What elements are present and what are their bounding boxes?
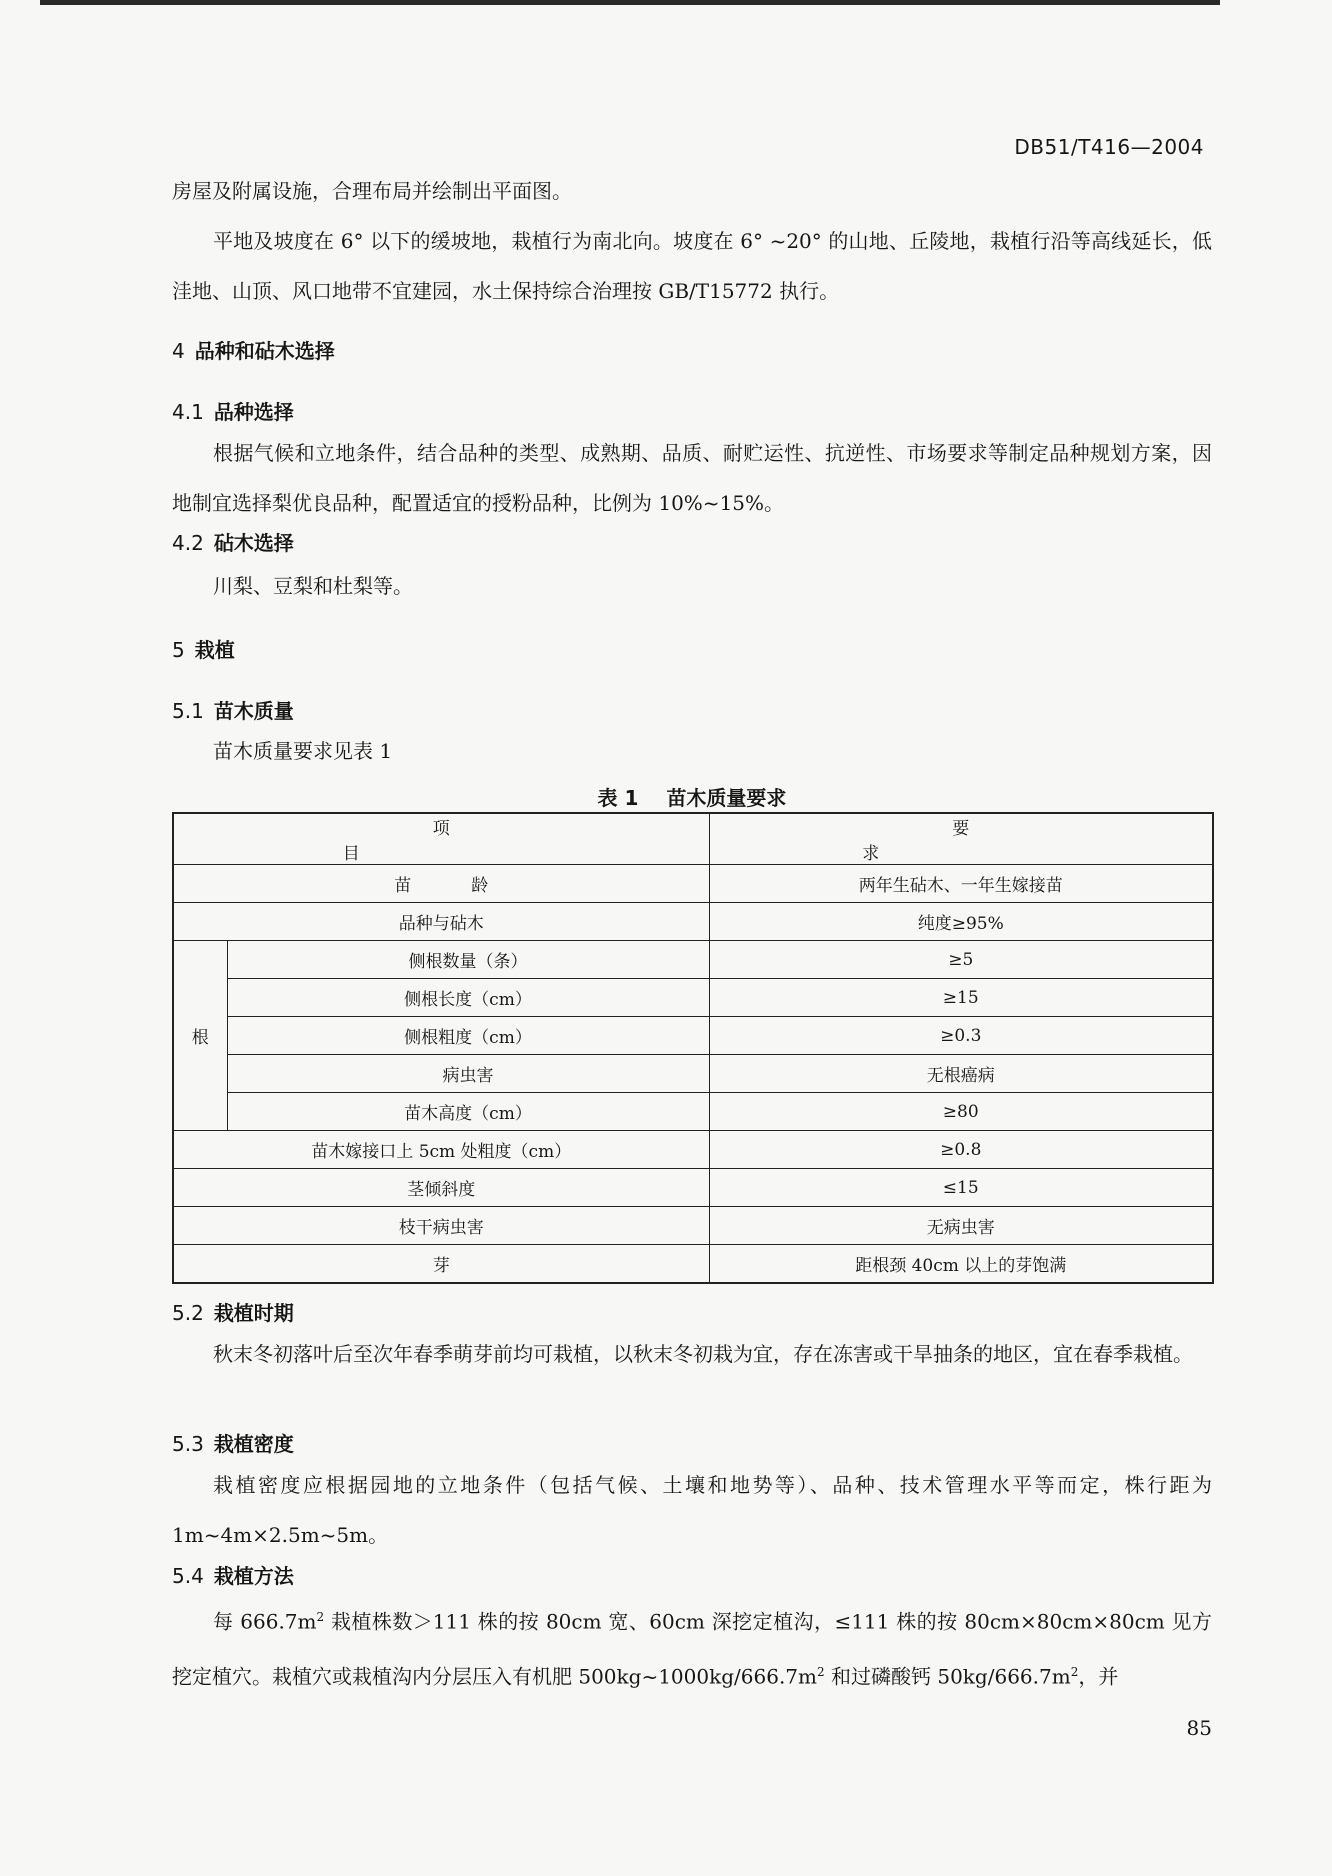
table-cell: 两年生砧木、一年生嫁接苗 bbox=[709, 865, 1213, 903]
section-title: 栽植方法 bbox=[213, 1564, 294, 1588]
table-cell: 病虫害 bbox=[227, 1055, 709, 1093]
section-4-heading bbox=[172, 335, 335, 364]
table-cell: 枝干病虫害 bbox=[173, 1207, 709, 1245]
table-row bbox=[173, 903, 1213, 941]
table-cell: 苗木高度（cm） bbox=[227, 1093, 709, 1131]
header-cell-requirement: 要求 bbox=[709, 813, 1213, 865]
table-row bbox=[173, 1245, 1213, 1284]
table-row bbox=[173, 941, 1213, 979]
table-cell: 无病虫害 bbox=[709, 1207, 1213, 1245]
table-row bbox=[173, 1131, 1213, 1169]
section-5-2-heading bbox=[172, 1297, 294, 1326]
table-cell: ≥80 bbox=[709, 1093, 1213, 1131]
table-caption bbox=[172, 782, 1212, 811]
section-title: 栽植密度 bbox=[213, 1432, 294, 1456]
section-5-heading bbox=[172, 634, 235, 663]
table-cell: 苗木嫁接口上 5cm 处粗度（cm） bbox=[173, 1131, 709, 1169]
table-row bbox=[173, 1093, 1213, 1131]
table-cell: ≤15 bbox=[709, 1169, 1213, 1207]
header-cell-item: 项目 bbox=[173, 813, 709, 865]
section-4-2-heading bbox=[172, 527, 294, 556]
section-4-1-body bbox=[172, 428, 1212, 528]
table-row bbox=[173, 979, 1213, 1017]
table-cell: 苗龄 bbox=[173, 865, 709, 903]
section-number: 4.1 bbox=[172, 400, 204, 424]
section-number: 5.2 bbox=[172, 1301, 204, 1325]
table-cell: ≥5 bbox=[709, 941, 1213, 979]
table-number: 表 1 bbox=[597, 786, 639, 810]
paragraph: 川梨、豆梨和杜梨等。 bbox=[213, 574, 413, 598]
section-number: 5 bbox=[172, 638, 185, 662]
section-title: 砧木选择 bbox=[213, 531, 294, 555]
table-cell: ≥0.3 bbox=[709, 1017, 1213, 1055]
table-cell: 品种与砧木 bbox=[173, 903, 709, 941]
paragraph: 根据气候和立地条件，结合品种的类型、成熟期、品质、耐贮运性、抗逆性、市场要求等制定品种规划方案，因地制宜选择梨优良品种，配置适宜的授粉品种，比例为 10%~15%。 bbox=[172, 441, 1212, 515]
section-number: 5.1 bbox=[172, 699, 204, 723]
section-number: 4 bbox=[172, 339, 185, 363]
section-5-1-heading bbox=[172, 695, 294, 724]
table-cell: ≥15 bbox=[709, 979, 1213, 1017]
table-title: 苗木质量要求 bbox=[666, 786, 787, 810]
section-5-4-heading bbox=[172, 1560, 294, 1589]
table-cell: 茎倾斜度 bbox=[173, 1169, 709, 1207]
table-cell: 侧根数量（条） bbox=[227, 941, 709, 979]
section-4-2-body bbox=[172, 561, 1212, 611]
section-title: 栽植 bbox=[194, 638, 235, 662]
section-4-1-heading bbox=[172, 396, 294, 425]
paragraph: 平地及坡度在 6° 以下的缓坡地，栽植行为南北向。坡度在 6° ~20° 的山地、丘陵地，栽植行沿等高线延长，低洼地、山顶、风口地带不宜建园，水土保持综合治理按 GB/T15772 执行。 bbox=[172, 229, 1212, 303]
section-title: 品种和砧木选择 bbox=[194, 339, 335, 363]
section-5-4-body bbox=[172, 1592, 1212, 1701]
table-row bbox=[173, 1207, 1213, 1245]
paragraph: 每 $666.7m^2$ 栽植株数＞111 株的按 80cm 宽、60cm 深挖定植沟，≤111 株的按 80cm×80cm×80cm 见方挖定植穴。栽植穴或栽植沟内分层压入有机肥 $500kg\sim 1000kg/666.7m^2$ 和过磷酸钙 $50kg/666.7m^2$，并 bbox=[172, 1609, 1213, 1689]
document-code: DB51/T416—2004 bbox=[1014, 135, 1204, 159]
table-header-row bbox=[173, 813, 1213, 865]
seedling-quality-table bbox=[172, 812, 1214, 1284]
page-number: 85 bbox=[1186, 1716, 1212, 1740]
table-cell: 距根颈 40cm 以上的芽饱满 bbox=[709, 1245, 1213, 1284]
section-5-3-body bbox=[172, 1460, 1212, 1560]
section-number: 5.4 bbox=[172, 1564, 204, 1588]
section-number: 5.3 bbox=[172, 1432, 204, 1456]
section-number: 4.2 bbox=[172, 531, 204, 555]
root-group-cell: 根 bbox=[173, 941, 227, 1131]
table-cell: ≥0.8 bbox=[709, 1131, 1213, 1169]
paragraph: 秋末冬初落叶后至次年春季萌芽前均可栽植，以秋末冬初栽为宜，存在冻害或干旱抽条的地区，宜在春季栽植。 bbox=[213, 1342, 1193, 1366]
section-5-1-body bbox=[172, 726, 1212, 776]
table-cell: 无根癌病 bbox=[709, 1055, 1213, 1093]
paragraph: 栽植密度应根据园地的立地条件（包括气候、土壤和地势等）、品种、技术管理水平等而定，株行距为 1m~4m×2.5m~5m。 bbox=[172, 1473, 1212, 1547]
section-5-2-body bbox=[172, 1329, 1212, 1379]
table-row bbox=[173, 865, 1213, 903]
table-cell: 纯度≥95% bbox=[709, 903, 1213, 941]
table-row bbox=[173, 1169, 1213, 1207]
section-title: 苗木质量 bbox=[213, 699, 294, 723]
paragraph: 房屋及附属设施，合理布局并绘制出平面图。 bbox=[172, 179, 572, 203]
table-cell: 侧根粗度（cm） bbox=[227, 1017, 709, 1055]
table-cell: 侧根长度（cm） bbox=[227, 979, 709, 1017]
section-title: 品种选择 bbox=[213, 400, 294, 424]
table-cell: 芽 bbox=[173, 1245, 709, 1284]
section-3-continuation bbox=[172, 166, 1212, 316]
top-rule bbox=[40, 0, 1220, 5]
section-title: 栽植时期 bbox=[213, 1301, 294, 1325]
paragraph: 苗木质量要求见表 1 bbox=[213, 739, 393, 763]
table-row bbox=[173, 1055, 1213, 1093]
table-row bbox=[173, 1017, 1213, 1055]
section-5-3-heading bbox=[172, 1428, 294, 1457]
